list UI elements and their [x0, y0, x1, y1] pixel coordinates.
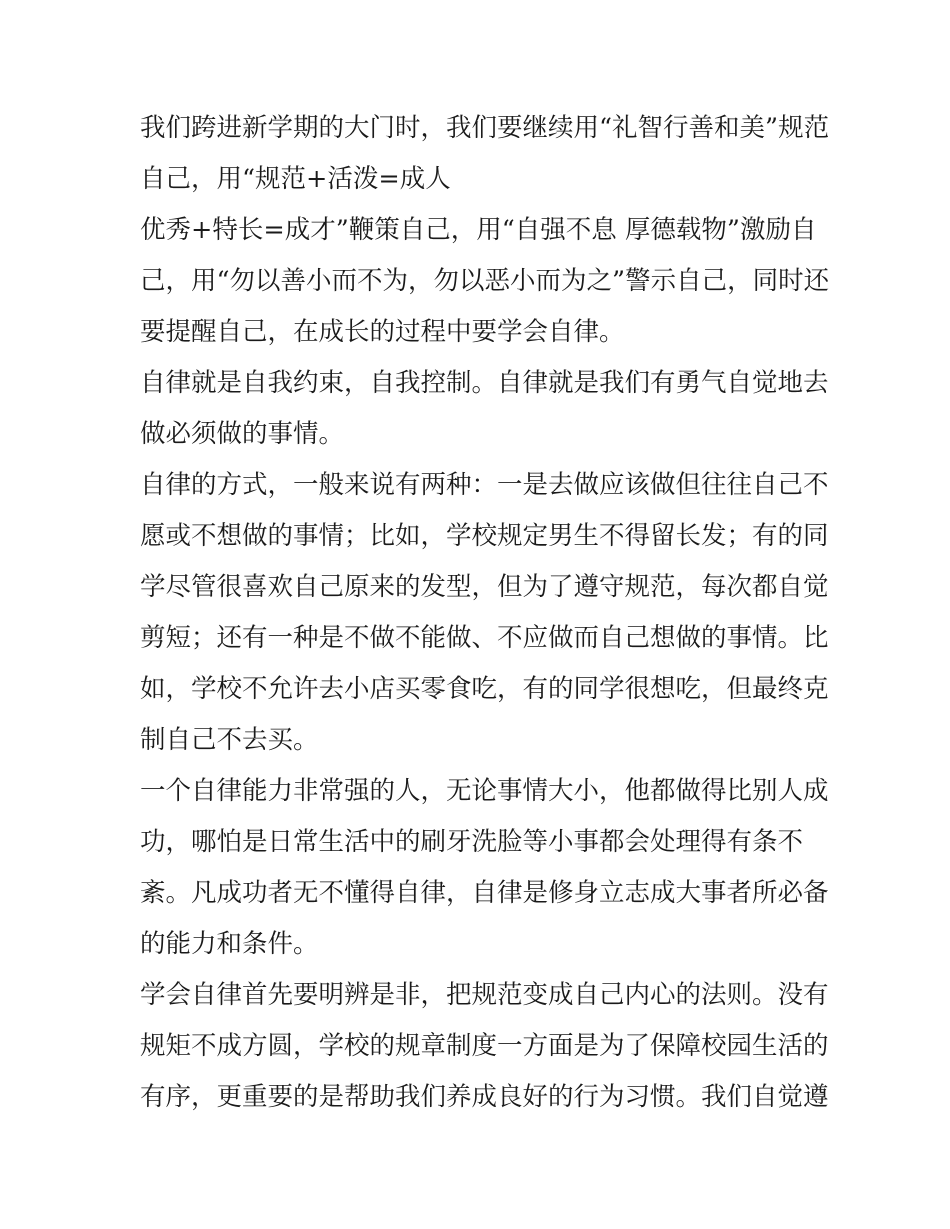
- text-line: 一个自律能力非常强的人，无论事情大小，他都做得比别人成: [140, 776, 829, 806]
- text-line: 学会自律首先要明辨是非，把规范变成自己内心的法则。没有: [140, 980, 829, 1010]
- text-line: 要提醒自己，在成长的过程中要学会自律。: [140, 317, 625, 347]
- text-line: 做必须做的事情。: [140, 419, 345, 449]
- text-line: 自己，用“规范+活泼=成人: [140, 164, 451, 194]
- text-line: 紊。凡成功者无不懂得自律，自律是修身立志成大事者所必备: [140, 878, 829, 908]
- text-line: 学尽管很喜欢自己原来的发型，但为了遵守规范，每次都自觉: [140, 572, 829, 602]
- text-line: 我们跨进新学期的大门时，我们要继续用“礼智行善和美”规范: [140, 113, 830, 143]
- text-line: 优秀+特长=成才”鞭策自己，用“自强不息 厚德载物”激励自: [140, 215, 817, 245]
- text-line: 己，用“勿以善小而不为，勿以恶小而为之”警示自己，同时还: [140, 266, 830, 296]
- text-line: 愿或不想做的事情；比如，学校规定男生不得留长发；有的同: [140, 521, 829, 551]
- text-line: 自律就是自我约束，自我控制。自律就是我们有勇气自觉地去: [140, 368, 829, 398]
- text-line: 有序，更重要的是帮助我们养成良好的行为习惯。我们自觉遵: [140, 1082, 829, 1112]
- text-line: 的能力和条件。: [140, 929, 319, 959]
- text-line: 规矩不成方圆，学校的规章制度一方面是为了保障校园生活的: [140, 1031, 829, 1061]
- text-line: 制自己不去买。: [140, 725, 319, 755]
- text-line: 功，哪怕是日常生活中的刷牙洗脸等小事都会处理得有条不: [140, 827, 804, 857]
- text-line: 剪短；还有一种是不做不能做、不应做而自己想做的事情。比: [140, 623, 829, 653]
- text-line: 如，学校不允许去小店买零食吃，有的同学很想吃，但最终克: [140, 674, 829, 704]
- text-line: 自律的方式，一般来说有两种：一是去做应该做但往往自己不: [140, 470, 829, 500]
- document-body: [140, 103, 830, 1123]
